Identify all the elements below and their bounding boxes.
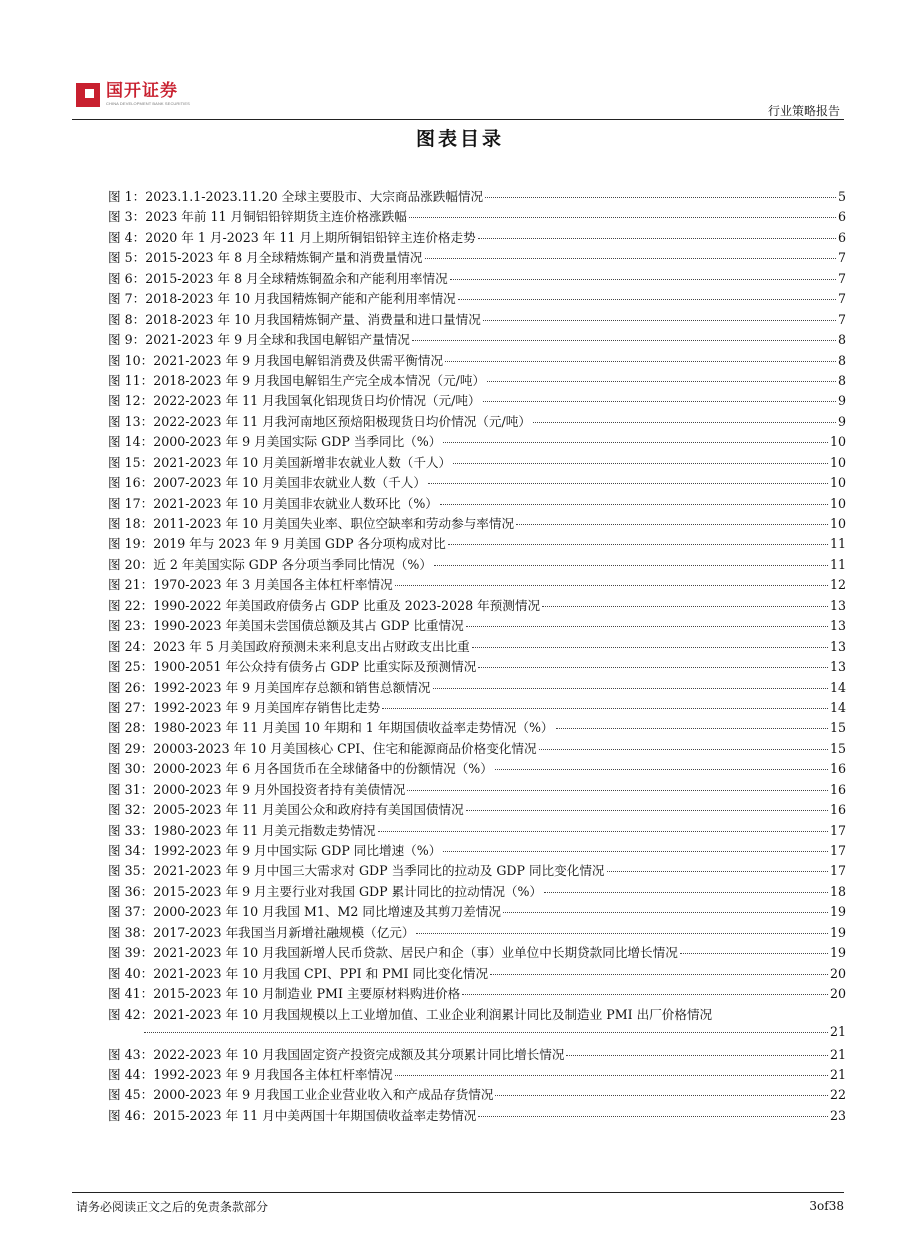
toc-entry-page: 15 [829, 720, 846, 736]
toc-entry-label: 图 29：20003-2023 年 10 月美国核心 CPI、住宅和能源商品价格变化情况 [108, 740, 537, 756]
toc-entry-page: 19 [829, 904, 846, 920]
toc-entry-label: 图 13：2022-2023 年 11 月我河南地区预焙阳极现货日均价情况（元/吨） [108, 413, 531, 429]
toc-dot-leader [453, 463, 828, 464]
toc-entry-page: 17 [829, 843, 846, 858]
toc-entry-label: 图 11：2018-2023 年 9 月我国电解铝生产完全成本情况（元/吨） [108, 372, 486, 388]
toc-entry[interactable] [108, 799, 846, 819]
toc-entry-page: 21 [829, 1023, 846, 1039]
toc-dot-leader [487, 381, 836, 382]
toc-entry[interactable] [108, 963, 846, 983]
toc-entry-page: 9 [837, 413, 846, 429]
toc-entry[interactable] [108, 493, 846, 513]
toc-entry[interactable] [108, 574, 846, 594]
toc-entry-label: 图 23：1990-2023 年美国未尝国债总额及其占 GDP 比重情况 [108, 618, 464, 634]
toc-entry-page: 8 [837, 372, 846, 388]
toc-dot-leader [412, 340, 836, 341]
toc-entry-label: 图 26：1992-2023 年 9 月美国库存总额和销售总额情况 [108, 679, 431, 695]
toc-entry-label: 图 31：2000-2023 年 9 月外国投资者持有美债情况 [108, 781, 406, 797]
toc-entry-page: 19 [829, 924, 846, 940]
toc-entry-page: 14 [829, 679, 846, 695]
toc-entry[interactable] [108, 227, 846, 247]
toc-entry[interactable] [108, 881, 846, 901]
toc-entry[interactable] [108, 268, 846, 288]
toc-entry-label: 图 14：2000-2023 年 9 月美国实际 GDP 当季同比（%） [108, 434, 442, 450]
toc-entry[interactable] [108, 554, 846, 574]
toc-entry-label: 图 45：2000-2023 年 9 月我国工业企业营业收入和产成品存货情况 [108, 1087, 494, 1103]
toc-entry[interactable] [108, 820, 846, 840]
toc-dot-leader [443, 442, 828, 443]
toc-entry[interactable] [108, 513, 846, 533]
toc-entry-label: 图 37：2000-2023 年 10 月我国 M1、M2 同比增速及其剪刀差情况 [108, 904, 501, 920]
toc-entry-label: 图 9：2021-2023 年 9 月全球和我国电解铝产量情况 [108, 332, 410, 348]
logo-english-name: CHINA DEVELOPMENT BANK SECURITIES [106, 101, 190, 106]
toc-entry-page: 21 [829, 1046, 846, 1062]
toc-dot-leader [425, 258, 836, 259]
toc-dot-leader [495, 1095, 828, 1096]
toc-entry-page: 9 [837, 393, 846, 409]
toc-entry-label: 图 6：2015-2023 年 8 月全球精炼铜盈余和产能利用率情况 [108, 270, 448, 286]
toc-entry-label: 图 38：2017-2023 年我国当月新增社融规模（亿元） [108, 924, 415, 940]
toc-dot-leader [458, 299, 836, 300]
toc-dot-leader [450, 279, 836, 280]
logo-chinese-name: 国开证券 [106, 81, 178, 101]
toc-dot-leader [680, 953, 828, 954]
toc-dot-leader [607, 871, 828, 872]
report-type: 行业策略报告 [767, 104, 840, 118]
toc-dot-leader [544, 892, 828, 893]
toc-dot-leader [503, 912, 828, 913]
page-header [72, 78, 844, 120]
toc-entry[interactable] [108, 656, 846, 676]
page-footer [72, 1192, 844, 1214]
toc-entry-page: 19 [829, 945, 846, 961]
toc-entry-page: 20 [829, 965, 846, 981]
toc-dot-leader [516, 524, 828, 525]
toc-dot-leader [433, 688, 828, 689]
toc-entry[interactable] [108, 370, 846, 390]
disclaimer-note: 请务必阅读正文之后的免责条款部分 [76, 1200, 269, 1214]
toc-entry-label: 图 3：2023 年前 11 月铜铝铅锌期货主连价格涨跌幅 [108, 209, 407, 225]
toc-entry[interactable] [108, 206, 846, 226]
toc-entry-label: 图 16：2007-2023 年 10 月美国非农就业人数（千人） [108, 475, 426, 491]
toc-dot-leader [478, 238, 836, 239]
toc-entry[interactable] [108, 1044, 846, 1064]
toc-entry-label: 图 18：2011-2023 年 10 月美国失业率、职位空缺率和劳动参与率情况 [108, 516, 515, 531]
page-number: 3of38 [809, 1199, 844, 1213]
toc-entry-label: 图 27：1992-2023 年 9 月美国库存销售比走势 [108, 699, 381, 715]
toc-entry[interactable] [108, 452, 846, 472]
toc-entry[interactable] [108, 533, 846, 553]
company-logo [76, 82, 190, 107]
toc-entry-page: 7 [837, 270, 846, 286]
toc-entry-page: 18 [829, 883, 846, 899]
toc-entry-label: 图 28：1980-2023 年 11 月美国 10 年期和 1 年期国债收益率走势情况（%） [108, 720, 554, 736]
table-of-figures [108, 186, 846, 1125]
toc-dot-leader [466, 626, 828, 627]
toc-entry-label: 图 30：2000-2023 年 6 月各国货币在全球储备中的份额情况（%） [108, 761, 493, 777]
toc-entry[interactable] [108, 431, 846, 451]
toc-entry-page: 11 [829, 556, 846, 572]
toc-dot-leader [462, 994, 828, 995]
toc-entry-label: 图 39：2021-2023 年 10 月我国新增人民币贷款、居民户和企（事）业单位中长期贷款同比增长情况 [108, 945, 678, 961]
toc-dot-leader [483, 320, 836, 321]
toc-entry[interactable] [108, 1105, 846, 1125]
toc-entry-page: 13 [829, 618, 846, 634]
toc-entry[interactable] [108, 309, 846, 329]
toc-dot-leader [378, 831, 828, 832]
toc-entry[interactable] [108, 922, 846, 942]
footer-divider [72, 1192, 844, 1193]
toc-entry[interactable] [108, 1004, 846, 1044]
toc-entry-label: 图 5：2015-2023 年 8 月全球精炼铜产量和消费量情况 [108, 250, 423, 266]
toc-entry-page: 5 [837, 189, 846, 204]
toc-entry-page: 14 [829, 699, 846, 715]
toc-dot-leader [448, 544, 828, 545]
toc-entry[interactable] [108, 329, 846, 349]
toc-dot-leader [395, 585, 828, 586]
toc-entry-page: 10 [829, 516, 846, 531]
toc-entry-label: 图 41：2015-2023 年 10 月制造业 PMI 主要原材料购进价格 [108, 986, 461, 1002]
toc-entry-page: 8 [837, 352, 846, 368]
toc-entry-page: 16 [829, 802, 846, 818]
page-title: 图表目录 [415, 128, 504, 150]
toc-dot-leader [466, 810, 828, 811]
toc-dot-leader [478, 667, 828, 668]
toc-entry-page: 10 [829, 495, 846, 511]
toc-entry-page: 15 [829, 740, 846, 756]
toc-entry-page: 16 [829, 761, 846, 777]
toc-dot-leader [542, 606, 828, 607]
toc-entry-label: 图 44：1992-2023 年 9 月我国各主体杠杆率情况 [108, 1066, 393, 1082]
toc-entry[interactable] [108, 840, 846, 860]
toc-entry-page: 10 [829, 475, 846, 491]
toc-dot-leader [416, 933, 827, 934]
toc-entry-page: 7 [837, 311, 846, 327]
header-divider [72, 119, 844, 120]
toc-entry-label: 图 34：1992-2023 年 9 月中国实际 GDP 同比增速（%） [108, 843, 442, 858]
toc-entry-label: 图 20：近 2 年美国实际 GDP 各分项当季同比情况（%） [108, 556, 432, 572]
toc-entry-label: 图 19：2019 年与 2023 年 9 月美国 GDP 各分项构成对比 [108, 536, 446, 552]
toc-entry-label: 图 4：2020 年 1 月-2023 年 11 月上期所铜铝铅锌主连价格走势 [108, 229, 476, 245]
toc-entry-page: 12 [829, 577, 846, 593]
toc-entry-page: 7 [837, 250, 846, 266]
toc-entry[interactable] [108, 186, 846, 206]
toc-entry[interactable] [108, 595, 846, 615]
toc-entry[interactable] [108, 288, 846, 308]
toc-entry-page: 6 [837, 229, 846, 245]
toc-entry-label: 图 8：2018-2023 年 10 月我国精炼铜产量、消费量和进口量情况 [108, 311, 481, 327]
toc-entry[interactable] [108, 1064, 846, 1084]
toc-entry-page: 21 [829, 1066, 846, 1082]
toc-entry-page: 10 [829, 434, 846, 450]
toc-entry[interactable] [108, 758, 846, 778]
toc-entry-page: 22 [829, 1087, 846, 1103]
toc-entry[interactable] [108, 390, 846, 410]
toc-dot-leader [434, 565, 828, 566]
toc-entry[interactable] [108, 1084, 846, 1104]
toc-dot-leader [533, 422, 836, 423]
toc-entry-page: 13 [829, 659, 846, 675]
toc-entry-page: 20 [829, 986, 846, 1002]
toc-entry[interactable] [108, 697, 846, 717]
toc-entry[interactable] [108, 247, 846, 267]
toc-entry-label: 图 40：2021-2023 年 10 月我国 CPI、PPI 和 PMI 同比变化情况 [108, 965, 489, 981]
toc-entry-label: 图 17：2021-2023 年 10 月美国非农就业人数环比（%） [108, 495, 438, 511]
toc-entry[interactable] [108, 738, 846, 758]
toc-entry-page: 13 [829, 597, 846, 613]
toc-entry-page: 11 [829, 536, 846, 552]
toc-entry-label: 图 22：1990-2022 年美国政府债务占 GDP 比重及 2023-2028 年预测情况 [108, 597, 541, 613]
toc-dot-leader [556, 728, 828, 729]
toc-entry-page: 7 [837, 291, 846, 307]
toc-entry-label: 图 21：1970-2023 年 3 月美国各主体杠杆率情况 [108, 577, 393, 593]
toc-entry-label: 图 46：2015-2023 年 11 月中美两国十年期国债收益率走势情况 [108, 1107, 477, 1123]
toc-entry[interactable] [108, 677, 846, 697]
toc-dot-leader [382, 708, 828, 709]
toc-dot-leader [478, 1116, 828, 1117]
toc-entry[interactable] [108, 901, 846, 921]
toc-dot-leader [144, 1032, 828, 1033]
toc-entry-label: 图 24：2023 年 5 月美国政府预测未来利息支出占财政支出比重 [108, 638, 470, 654]
toc-entry-label: 图 10：2021-2023 年 9 月我国电解铝消费及供需平衡情况 [108, 352, 444, 368]
toc-dot-leader [440, 504, 828, 505]
toc-entry-label: 图 42：2021-2023 年 10 月我国规模以上工业增加值、工业企业利润累计同比及制造业 PMI 出厂价格情况 [108, 1006, 713, 1022]
toc-entry[interactable] [108, 779, 846, 799]
toc-entry[interactable] [108, 942, 846, 962]
toc-dot-leader [495, 769, 828, 770]
toc-entry[interactable] [108, 472, 846, 492]
toc-dot-leader [485, 197, 836, 198]
toc-dot-leader [483, 401, 836, 402]
toc-entry-label: 图 25：1900-2051 年公众持有债务占 GDP 比重实际及预测情况 [108, 659, 477, 675]
toc-dot-leader [443, 851, 828, 852]
toc-entry-page: 16 [829, 781, 846, 797]
toc-dot-leader [409, 217, 836, 218]
toc-entry[interactable] [108, 860, 846, 880]
toc-dot-leader [445, 361, 836, 362]
toc-entry-page: 23 [829, 1107, 846, 1123]
toc-entry-label: 图 32：2005-2023 年 11 月美国公众和政府持有美国国债情况 [108, 802, 464, 818]
toc-entry-label: 图 15：2021-2023 年 10 月美国新增非农就业人数（千人） [108, 454, 452, 470]
toc-entry-page: 6 [837, 209, 846, 225]
toc-entry-page: 10 [829, 454, 846, 470]
toc-entry[interactable] [108, 983, 846, 1003]
toc-entry[interactable] [108, 717, 846, 737]
toc-dot-leader [566, 1055, 828, 1056]
toc-entry-label: 图 43：2022-2023 年 10 月我国固定资产投资完成额及其分项累计同比增长情况 [108, 1046, 565, 1062]
toc-entry-label: 图 7：2018-2023 年 10 月我国精炼铜产能和产能利用率情况 [108, 291, 456, 307]
toc-dot-leader [490, 974, 828, 975]
logo-mark-icon [76, 83, 100, 107]
toc-entry-page: 17 [829, 863, 846, 879]
toc-dot-leader [428, 483, 828, 484]
toc-entry[interactable] [108, 411, 846, 431]
toc-dot-leader [539, 749, 828, 750]
toc-entry-label: 图 35：2021-2023 年 9 月中国三大需求对 GDP 当季同比的拉动及 GDP 同比变化情况 [108, 863, 605, 879]
toc-dot-leader [407, 790, 828, 791]
toc-entry-label: 图 12：2022-2023 年 11 月我国氧化铝现货日均价情况（元/吨） [108, 393, 481, 409]
toc-entry-page: 8 [837, 332, 846, 348]
toc-entry-page: 13 [829, 638, 846, 654]
toc-dot-leader [395, 1075, 828, 1076]
toc-entry-label: 图 33：1980-2023 年 11 月美元指数走势情况 [108, 822, 376, 838]
toc-entry[interactable] [108, 636, 846, 656]
toc-entry-label: 图 1：2023.1.1-2023.11.20 全球主要股市、大宗商品涨跌幅情况 [108, 189, 484, 204]
toc-entry-label: 图 36：2015-2023 年 9 月主要行业对我国 GDP 累计同比的拉动情况（%） [108, 883, 543, 899]
toc-entry-page: 17 [829, 822, 846, 838]
toc-entry[interactable] [108, 350, 846, 370]
toc-entry[interactable] [108, 615, 846, 635]
toc-dot-leader [472, 647, 828, 648]
